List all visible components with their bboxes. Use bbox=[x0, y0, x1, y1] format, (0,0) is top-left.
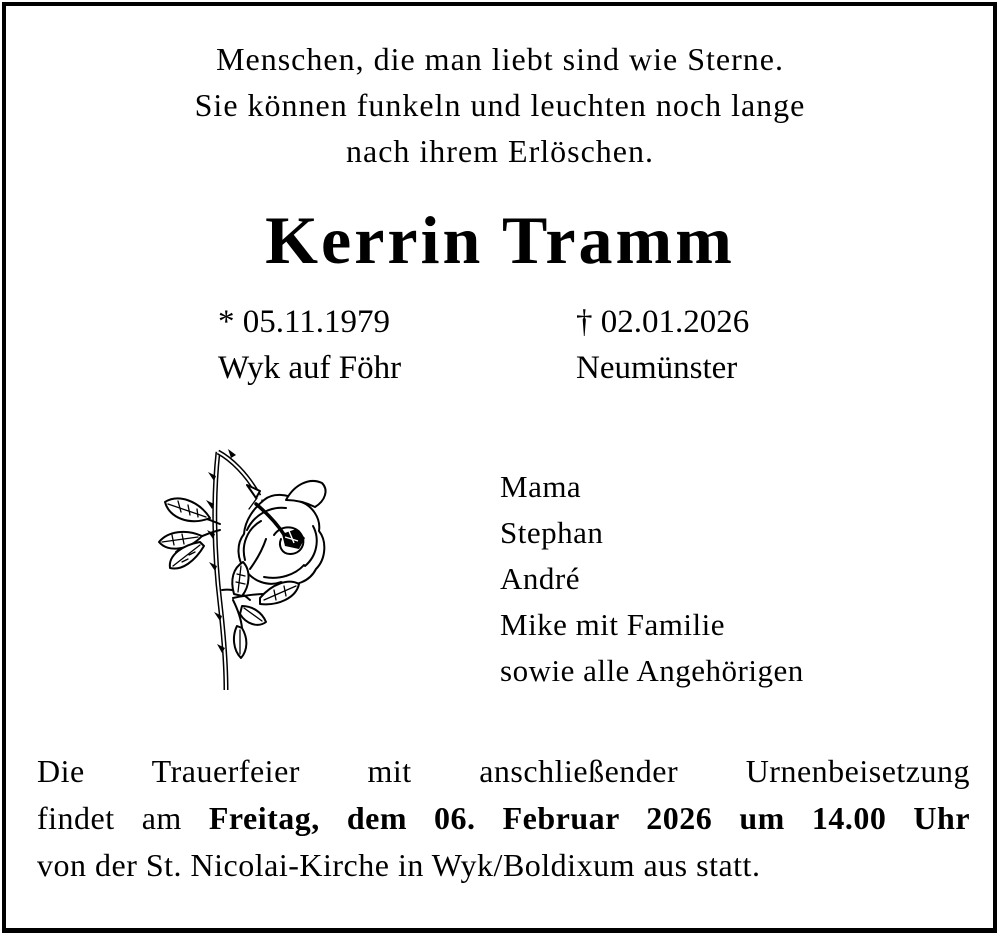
epigraph bbox=[0, 36, 1000, 174]
funeral-announcement bbox=[37, 748, 970, 889]
birth-place: Wyk auf Föhr bbox=[218, 350, 402, 386]
birth-date: 05.11.1979 bbox=[242, 304, 391, 340]
epigraph-line-3: nach ihrem Erlöschen. bbox=[346, 133, 654, 169]
birth-info bbox=[218, 299, 401, 391]
mourner-name: sowie alle Angehörigen bbox=[500, 653, 804, 688]
death-date: 02.01.2026 bbox=[600, 304, 750, 340]
mourner-name: Stephan bbox=[500, 515, 604, 550]
death-info bbox=[576, 299, 749, 391]
birth-symbol: * bbox=[218, 304, 235, 340]
rose-line-art-icon bbox=[138, 438, 343, 706]
announcement-line-1: Die Trauerfeier mit anschließender Urnenbeisetzung bbox=[37, 753, 970, 789]
birth-date-line bbox=[218, 299, 401, 345]
announcement-line-2 bbox=[37, 795, 970, 842]
epigraph-line-1: Menschen, die man liebt sind wie Sterne. bbox=[216, 41, 784, 77]
deceased-name: Kerrin Tramm bbox=[265, 202, 735, 278]
epigraph-line-2: Sie können funkeln und leuchten noch lange bbox=[194, 87, 806, 123]
mourner-name: Mike mit Familie bbox=[500, 607, 725, 642]
mourners-list bbox=[500, 464, 804, 694]
rose-illustration bbox=[138, 438, 343, 706]
announcement-line-3: von der St. Nicolai-Kirche in Wyk/Boldixum aus statt. bbox=[37, 847, 761, 883]
death-symbol: † bbox=[576, 304, 593, 340]
mourner-name: André bbox=[500, 561, 580, 596]
death-date-line bbox=[576, 299, 749, 345]
death-place: Neumünster bbox=[576, 350, 738, 386]
announcement-line-2-regular: findet am bbox=[37, 800, 182, 836]
announcement-line-2-bold: Freitag, dem 06. Februar 2026 um 14.00 Uhr bbox=[208, 800, 971, 836]
mourner-name: Mama bbox=[500, 469, 582, 504]
